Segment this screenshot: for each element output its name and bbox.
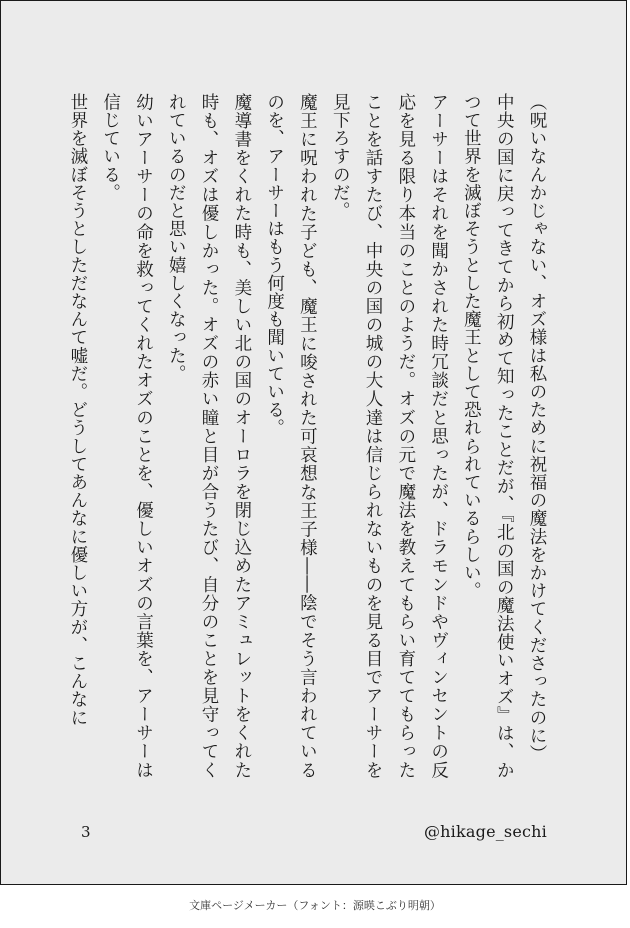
vertical-text-block <box>61 93 553 779</box>
footer-caption: 文庫ページメーカー（フォント：源暎こぶり明朝） <box>189 899 441 912</box>
author-handle: @hikage_sechi <box>423 822 547 841</box>
page-number: 3 <box>81 823 91 841</box>
paragraph-2: 中央の国に戻ってきてから初めて知ったことだが、『北の国の魔法使いオズ』は、かつて世界を滅ぼそうとした魔王として恐れられているらしい。 <box>461 93 515 779</box>
paragraph-7: 世界を滅ぼそうとしただなんて嘘だ。どうしてあんなに優しい方が、こんなに <box>67 93 88 727</box>
paragraph-5: 魔導書をくれた時も、美しい北の国のオーロラを閉じ込めたアミュレットをくれた時も、オズは優しかった。オズの赤い瞳と目が合うたび、自分のことを見守ってくれているのだと思い嬉しくなった。 <box>166 93 252 779</box>
paragraph-4: 魔王に呪われた子ども、魔王に唆された可哀想な王子様――陰でそう言われているのを、アーサーはもう何度も聞いている。 <box>264 93 318 779</box>
paragraph-1: （呪いなんかじゃない、オズ様は私のために祝福の魔法をかけてくださったのに） <box>527 93 547 763</box>
paragraph-6: 幼いアーサーの命を救ってくれたオズのことを、優しいオズの言葉を、アーサーは信じている。 <box>100 93 154 779</box>
paragraph-3: アーサーはそれを聞かされた時冗談だと思ったが、ドラモンドやヴィンセントの反応を見る限り本当のことのようだ。オズの元で魔法を教えてもらい育ててもらったことを話すたび、中央の国の城の大人達は信じられないものを見る目でアーサーを見下ろすのだ。 <box>330 93 449 779</box>
